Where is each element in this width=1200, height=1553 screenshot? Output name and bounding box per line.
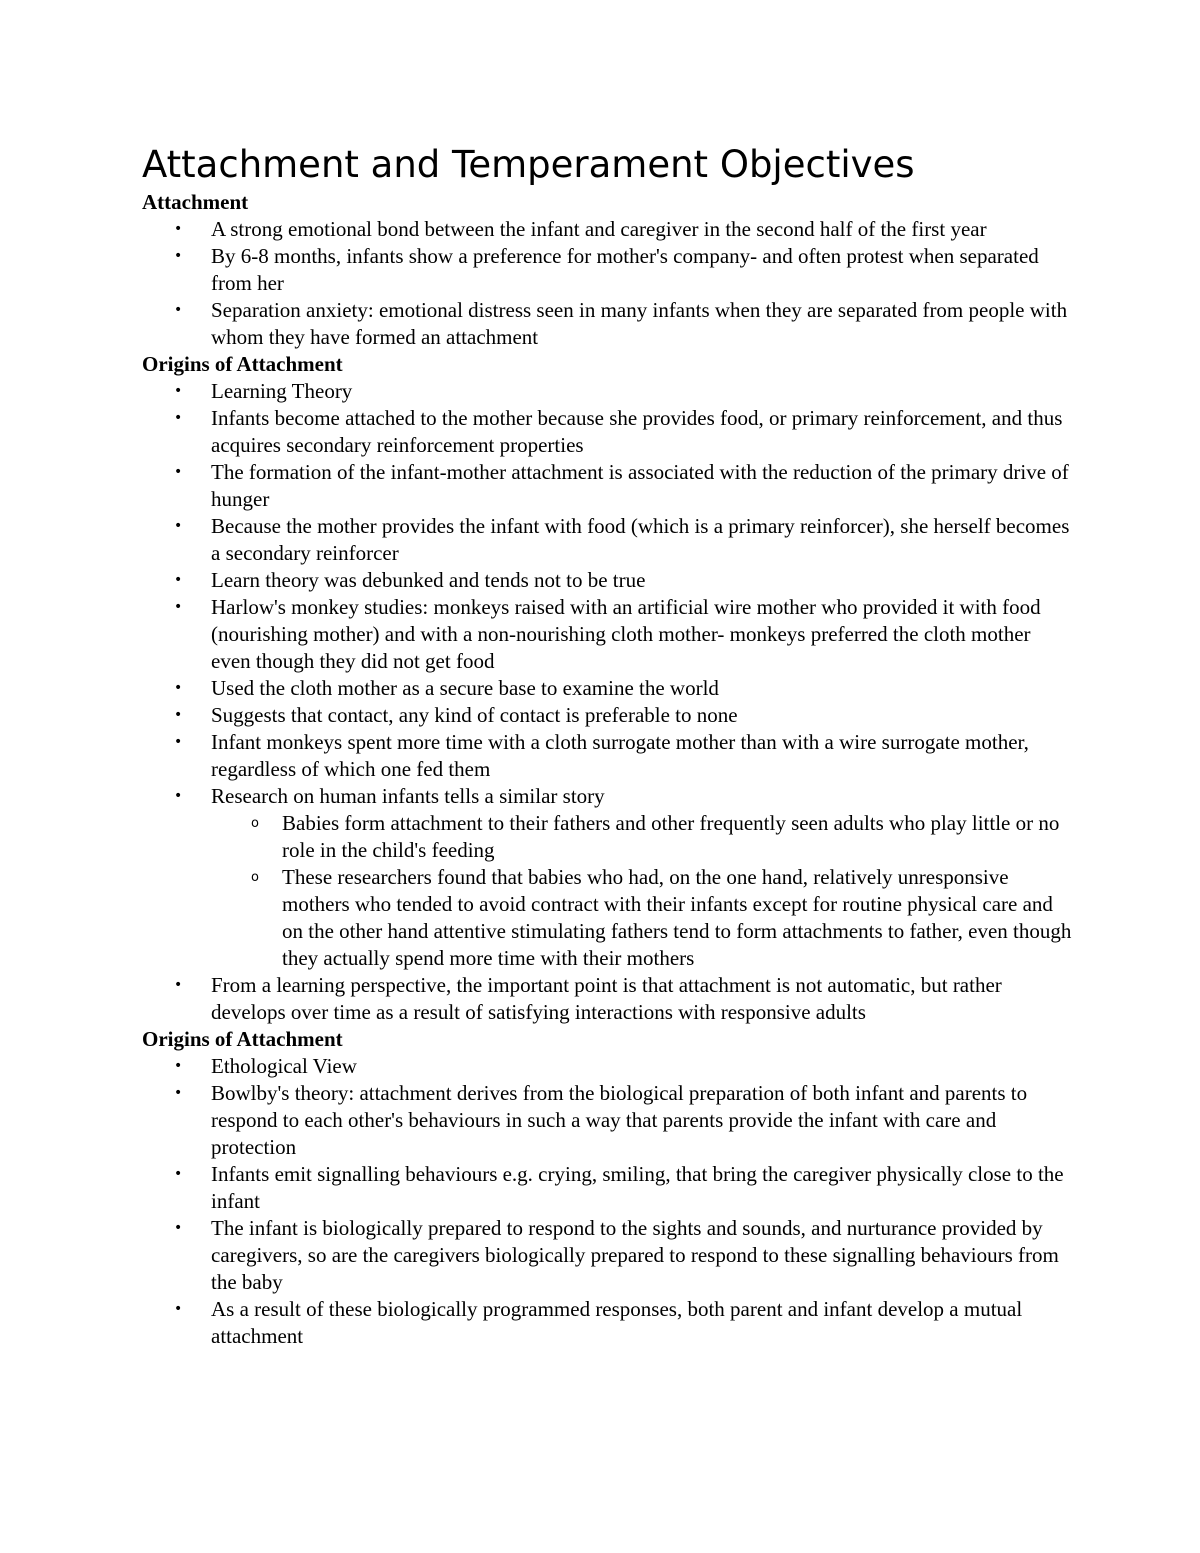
bullet-icon: • (174, 707, 183, 723)
list-item: • Suggests that contact, any kind of contact is preferable to none (174, 703, 738, 727)
bullet-icon: • (174, 518, 183, 534)
list-item: • Separation anxiety: emotional distress seen in many infants when they are separated from people with whom they have formed an attachment (174, 298, 1068, 349)
list-item: • The infant is biologically prepared to respond to the sights and sounds, and nurturance provided by caregivers, so are the caregivers biologically prepared to respond to these signalling behaviours from the baby (174, 1216, 1059, 1294)
bullet-list (142, 1053, 1072, 1350)
bullet-icon: • (174, 788, 183, 804)
sub-list-item: o These researchers found that babies who had, on the one hand, relatively unresponsive mothers who tended to avoid contract with their infants except for routine physical care and on the other hand attentive stimulating fathers tend to form attachments to father, even though they actually spend more time with their mothers (251, 865, 1072, 970)
section-heading: Attachment (142, 190, 249, 214)
list-item: • As a result of these biologically programmed responses, both parent and infant develop a mutual attachment (174, 1297, 1023, 1348)
list-item: • The formation of the infant-mother attachment is associated with the reduction of the primary drive of hunger (174, 460, 1069, 511)
bullet-list (142, 216, 1072, 351)
document-title: Attachment and Temperament Objectives (142, 143, 915, 186)
circle-bullet-icon: o (251, 816, 259, 831)
bullet-icon: • (174, 734, 183, 750)
bullet-icon: • (174, 599, 183, 615)
list-item: • From a learning perspective, the important point is that attachment is not automatic, but rather develops over time as a result of satisfying interactions with responsive adults (174, 973, 1002, 1024)
bullet-icon: • (174, 1085, 183, 1101)
list-item: • Infant monkeys spent more time with a cloth surrogate mother than with a wire surrogate mother, regardless of which one fed them (174, 730, 1029, 781)
bullet-icon: • (174, 572, 183, 588)
list-item: • Infants become attached to the mother because she provides food, or primary reinforcement, and thus acquires secondary reinforcement properties (174, 406, 1063, 457)
bullet-icon: • (174, 464, 183, 480)
list-item: • Because the mother provides the infant with food (which is a primary reinforcer), she herself becomes a secondary reinforcer (174, 514, 1070, 565)
list-item: • Bowlby's theory: attachment derives from the biological preparation of both infant and parents to respond to each other's behaviours in such a way that parents provide the infant with care and protection (174, 1081, 1028, 1159)
bullet-icon: • (174, 1058, 183, 1074)
list-item: • A strong emotional bond between the infant and caregiver in the second half of the first year (174, 217, 987, 241)
sub-bullet-list (211, 810, 1072, 972)
bullet-icon: • (174, 248, 183, 264)
document-page (142, 143, 1072, 1350)
section-origins-learning (142, 351, 1072, 1026)
bullet-list (142, 378, 1072, 1026)
section-heading: Origins of Attachment (142, 352, 343, 376)
bullet-icon: • (174, 1166, 183, 1182)
bullet-icon: • (174, 1301, 183, 1317)
list-item: • Learning Theory (174, 379, 353, 403)
bullet-icon: • (174, 977, 183, 993)
bullet-icon: • (174, 1220, 183, 1236)
section-origins-ethological (142, 1026, 1072, 1350)
bullet-icon: • (174, 680, 183, 696)
list-item: • Learn theory was debunked and tends not to be true (174, 568, 646, 592)
list-item: • Infants emit signalling behaviours e.g. crying, smiling, that bring the caregiver physically close to the infant (174, 1162, 1064, 1213)
list-item: • Research on human infants tells a similar story o Babies form attachment to their fathers and other frequently seen adults who play little or no role in the child's feeding o These researchers found that babies who had, on the one hand, relatively unresponsive mothers who tended to avoid contract with their infants except for routine physical care and on the other hand attentive stimulating fathers tend to form attachments to father, even though they actually spend more time with their mothers (174, 784, 1072, 970)
circle-bullet-icon: o (251, 870, 259, 885)
list-item: • Harlow's monkey studies: monkeys raised with an artificial wire mother who provided it with food (nourishing mother) and with a non-nourishing cloth mother- monkeys preferred the cloth mother even though they did not get food (174, 595, 1041, 673)
bullet-icon: • (174, 302, 183, 318)
section-attachment (142, 189, 1072, 351)
bullet-icon: • (174, 410, 183, 426)
section-heading: Origins of Attachment (142, 1027, 343, 1051)
bullet-icon: • (174, 383, 183, 399)
list-item: • Used the cloth mother as a secure base to examine the world (174, 676, 719, 700)
sub-list-item: o Babies form attachment to their fathers and other frequently seen adults who play little or no role in the child's feeding (251, 811, 1060, 862)
list-item: • Ethological View (174, 1054, 357, 1078)
list-item: • By 6-8 months, infants show a preference for mother's company- and often protest when separated from her (174, 244, 1039, 295)
bullet-icon: • (174, 221, 183, 237)
